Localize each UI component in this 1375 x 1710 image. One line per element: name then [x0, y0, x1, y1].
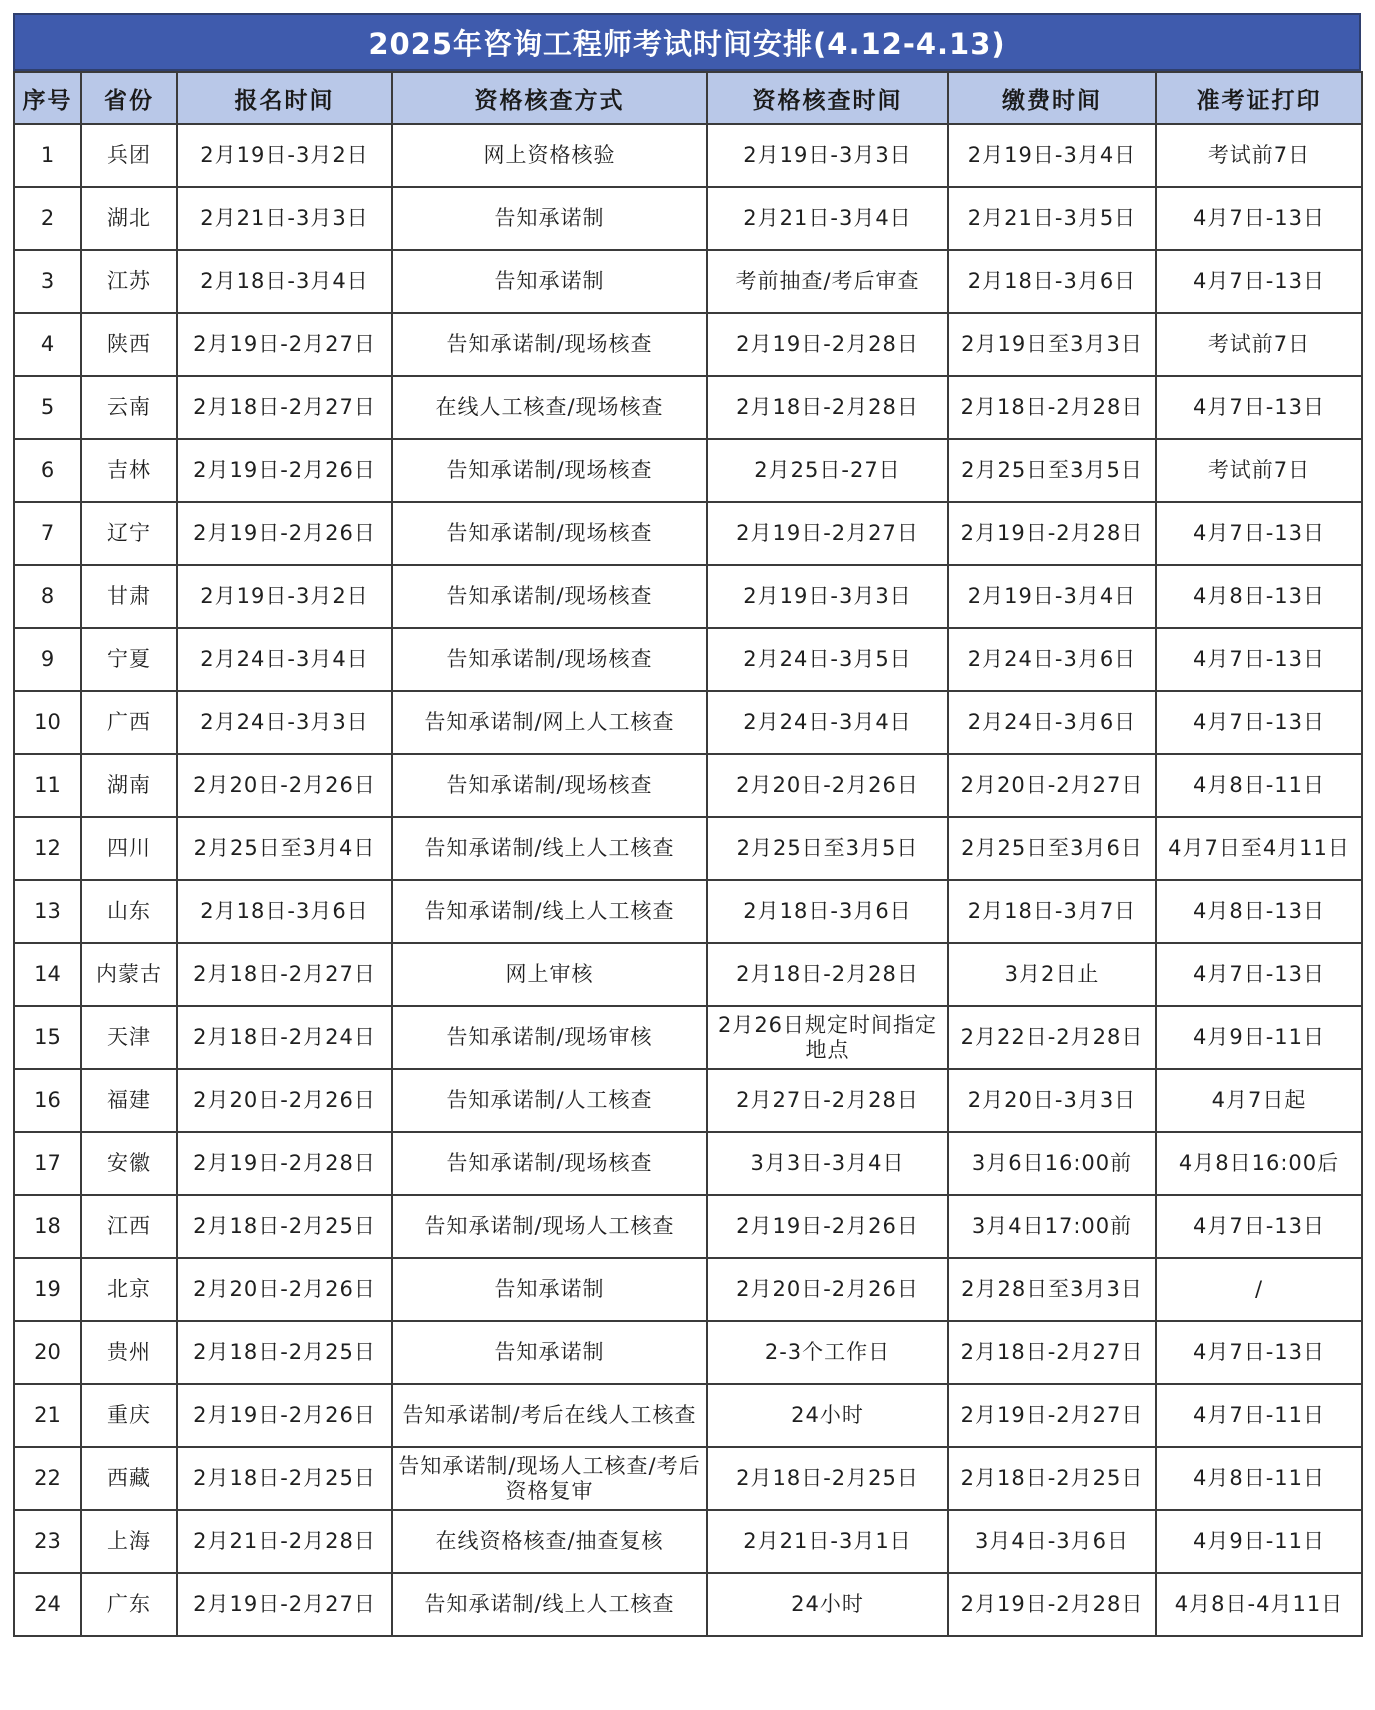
cell-registration-time: 2月18日-2月27日 [177, 943, 392, 1006]
cell-province: 内蒙古 [81, 943, 177, 1006]
cell-admission-ticket-print: 4月7日-13日 [1156, 628, 1362, 691]
cell-verification-method: 告知承诺制/现场核查 [392, 565, 707, 628]
cell-registration-time: 2月18日-3月6日 [177, 880, 392, 943]
cell-province: 西藏 [81, 1447, 177, 1510]
cell-admission-ticket-print: 4月7日-13日 [1156, 1195, 1362, 1258]
cell-verification-method: 告知承诺制/现场审核 [392, 1006, 707, 1069]
cell-index: 6 [14, 439, 81, 502]
cell-index: 18 [14, 1195, 81, 1258]
cell-admission-ticket-print: 考试前7日 [1156, 439, 1362, 502]
cell-index: 8 [14, 565, 81, 628]
table-body [14, 124, 1362, 1636]
cell-province: 广东 [81, 1573, 177, 1636]
cell-registration-time: 2月20日-2月26日 [177, 1069, 392, 1132]
table-row [14, 1321, 1362, 1384]
cell-index: 1 [14, 124, 81, 187]
table-row [14, 943, 1362, 1006]
cell-admission-ticket-print: 4月7日-13日 [1156, 187, 1362, 250]
cell-verification-method: 告知承诺制/线上人工核查 [392, 880, 707, 943]
cell-index: 11 [14, 754, 81, 817]
cell-province: 江苏 [81, 250, 177, 313]
cell-admission-ticket-print: 考试前7日 [1156, 124, 1362, 187]
cell-registration-time: 2月18日-2月24日 [177, 1006, 392, 1069]
cell-verification-method: 告知承诺制/现场核查 [392, 628, 707, 691]
cell-verification-method: 告知承诺制 [392, 1258, 707, 1321]
cell-payment-time: 2月25日至3月6日 [948, 817, 1156, 880]
cell-payment-time: 2月21日-3月5日 [948, 187, 1156, 250]
header-province: 省份 [81, 72, 177, 124]
cell-verification-method: 网上资格核验 [392, 124, 707, 187]
cell-verification-method: 告知承诺制/现场人工核查/考后资格复审 [392, 1447, 707, 1510]
cell-index: 10 [14, 691, 81, 754]
cell-verification-time: 2月21日-3月4日 [707, 187, 948, 250]
cell-verification-method: 告知承诺制/人工核查 [392, 1069, 707, 1132]
cell-province: 广西 [81, 691, 177, 754]
cell-province: 陕西 [81, 313, 177, 376]
cell-province: 贵州 [81, 1321, 177, 1384]
cell-verification-time: 2月27日-2月28日 [707, 1069, 948, 1132]
table-row [14, 1510, 1362, 1573]
cell-payment-time: 2月18日-3月6日 [948, 250, 1156, 313]
cell-admission-ticket-print: 4月8日-11日 [1156, 754, 1362, 817]
cell-verification-time: 2月19日-2月26日 [707, 1195, 948, 1258]
exam-schedule-sheet [13, 13, 1361, 1637]
cell-verification-method: 在线人工核查/现场核查 [392, 376, 707, 439]
cell-registration-time: 2月19日-3月2日 [177, 565, 392, 628]
cell-admission-ticket-print: 4月7日-11日 [1156, 1384, 1362, 1447]
cell-index: 2 [14, 187, 81, 250]
cell-province: 云南 [81, 376, 177, 439]
cell-payment-time: 2月24日-3月6日 [948, 628, 1156, 691]
cell-province: 江西 [81, 1195, 177, 1258]
cell-index: 9 [14, 628, 81, 691]
table-row [14, 124, 1362, 187]
cell-verification-time: 2月18日-2月28日 [707, 943, 948, 1006]
table-row [14, 565, 1362, 628]
table-row [14, 1069, 1362, 1132]
cell-payment-time: 2月22日-2月28日 [948, 1006, 1156, 1069]
cell-verification-method: 告知承诺制/现场核查 [392, 313, 707, 376]
table-row [14, 880, 1362, 943]
cell-verification-method: 告知承诺制/网上人工核查 [392, 691, 707, 754]
cell-province: 重庆 [81, 1384, 177, 1447]
cell-verification-method: 告知承诺制/现场核查 [392, 754, 707, 817]
cell-payment-time: 2月19日-3月4日 [948, 124, 1156, 187]
cell-verification-method: 告知承诺制/考后在线人工核查 [392, 1384, 707, 1447]
cell-province: 北京 [81, 1258, 177, 1321]
cell-admission-ticket-print: 4月7日起 [1156, 1069, 1362, 1132]
cell-verification-time: 2月20日-2月26日 [707, 754, 948, 817]
cell-admission-ticket-print: 4月8日16:00后 [1156, 1132, 1362, 1195]
cell-payment-time: 2月28日至3月3日 [948, 1258, 1156, 1321]
table-row [14, 502, 1362, 565]
cell-registration-time: 2月19日-3月2日 [177, 124, 392, 187]
cell-registration-time: 2月18日-3月4日 [177, 250, 392, 313]
cell-payment-time: 2月18日-2月28日 [948, 376, 1156, 439]
cell-registration-time: 2月21日-3月3日 [177, 187, 392, 250]
cell-verification-time: 2月18日-2月28日 [707, 376, 948, 439]
cell-payment-time: 2月20日-2月27日 [948, 754, 1156, 817]
cell-payment-time: 3月2日止 [948, 943, 1156, 1006]
table-header [14, 72, 1362, 124]
cell-verification-time: 2月18日-3月6日 [707, 880, 948, 943]
cell-payment-time: 3月6日16:00前 [948, 1132, 1156, 1195]
cell-verification-time: 2月19日-2月27日 [707, 502, 948, 565]
cell-verification-time: 2-3个工作日 [707, 1321, 948, 1384]
table-row [14, 376, 1362, 439]
cell-payment-time: 2月19日-3月4日 [948, 565, 1156, 628]
cell-registration-time: 2月21日-2月28日 [177, 1510, 392, 1573]
cell-index: 16 [14, 1069, 81, 1132]
cell-index: 24 [14, 1573, 81, 1636]
cell-verification-method: 告知承诺制/线上人工核查 [392, 1573, 707, 1636]
cell-payment-time: 3月4日17:00前 [948, 1195, 1156, 1258]
cell-payment-time: 3月4日-3月6日 [948, 1510, 1156, 1573]
table-row [14, 250, 1362, 313]
cell-index: 15 [14, 1006, 81, 1069]
cell-registration-time: 2月24日-3月4日 [177, 628, 392, 691]
cell-verification-time: 2月25日-27日 [707, 439, 948, 502]
cell-admission-ticket-print: 4月7日-13日 [1156, 943, 1362, 1006]
cell-province: 福建 [81, 1069, 177, 1132]
cell-admission-ticket-print: 4月7日-13日 [1156, 502, 1362, 565]
cell-index: 7 [14, 502, 81, 565]
cell-verification-time: 2月25日至3月5日 [707, 817, 948, 880]
cell-payment-time: 2月24日-3月6日 [948, 691, 1156, 754]
cell-province: 四川 [81, 817, 177, 880]
cell-registration-time: 2月19日-2月26日 [177, 439, 392, 502]
cell-province: 辽宁 [81, 502, 177, 565]
cell-admission-ticket-print: / [1156, 1258, 1362, 1321]
table-title: 2025年咨询工程师考试时间安排(4.12-4.13) [13, 13, 1361, 71]
cell-registration-time: 2月18日-2月27日 [177, 376, 392, 439]
cell-registration-time: 2月18日-2月25日 [177, 1447, 392, 1510]
cell-verification-method: 在线资格核查/抽查复核 [392, 1510, 707, 1573]
header-payment-time: 缴费时间 [948, 72, 1156, 124]
header-admission-ticket-print: 准考证打印 [1156, 72, 1362, 124]
cell-verification-method: 告知承诺制/线上人工核查 [392, 817, 707, 880]
cell-province: 兵团 [81, 124, 177, 187]
cell-verification-method: 告知承诺制 [392, 250, 707, 313]
table-row [14, 1195, 1362, 1258]
cell-index: 4 [14, 313, 81, 376]
cell-registration-time: 2月24日-3月3日 [177, 691, 392, 754]
table-row [14, 1573, 1362, 1636]
cell-verification-method: 告知承诺制/现场人工核查 [392, 1195, 707, 1258]
cell-admission-ticket-print: 4月7日-13日 [1156, 1321, 1362, 1384]
table-row [14, 1384, 1362, 1447]
cell-registration-time: 2月18日-2月25日 [177, 1321, 392, 1384]
cell-verification-method: 告知承诺制/现场核查 [392, 1132, 707, 1195]
cell-payment-time: 2月18日-2月25日 [948, 1447, 1156, 1510]
cell-registration-time: 2月19日-2月27日 [177, 313, 392, 376]
cell-admission-ticket-print: 4月7日至4月11日 [1156, 817, 1362, 880]
cell-verification-time: 24小时 [707, 1573, 948, 1636]
cell-registration-time: 2月25日至3月4日 [177, 817, 392, 880]
cell-registration-time: 2月19日-2月27日 [177, 1573, 392, 1636]
cell-province: 湖北 [81, 187, 177, 250]
cell-province: 安徽 [81, 1132, 177, 1195]
cell-verification-time: 2月19日-2月28日 [707, 313, 948, 376]
cell-province: 吉林 [81, 439, 177, 502]
cell-province: 天津 [81, 1006, 177, 1069]
cell-payment-time: 2月19日-2月27日 [948, 1384, 1156, 1447]
header-index: 序号 [14, 72, 81, 124]
header-row [14, 72, 1362, 124]
cell-verification-time: 2月26日规定时间指定地点 [707, 1006, 948, 1069]
cell-province: 山东 [81, 880, 177, 943]
cell-payment-time: 2月18日-2月27日 [948, 1321, 1156, 1384]
cell-admission-ticket-print: 4月9日-11日 [1156, 1006, 1362, 1069]
header-verification-method: 资格核查方式 [392, 72, 707, 124]
cell-index: 14 [14, 943, 81, 1006]
cell-verification-method: 告知承诺制/现场核查 [392, 502, 707, 565]
header-registration-time: 报名时间 [177, 72, 392, 124]
table-row [14, 1006, 1362, 1069]
cell-index: 13 [14, 880, 81, 943]
cell-payment-time: 2月19日-2月28日 [948, 502, 1156, 565]
cell-index: 17 [14, 1132, 81, 1195]
cell-registration-time: 2月20日-2月26日 [177, 1258, 392, 1321]
cell-payment-time: 2月20日-3月3日 [948, 1069, 1156, 1132]
cell-verification-method: 告知承诺制 [392, 1321, 707, 1384]
table-row [14, 1447, 1362, 1510]
table-row [14, 628, 1362, 691]
table-row [14, 817, 1362, 880]
cell-index: 21 [14, 1384, 81, 1447]
cell-admission-ticket-print: 4月7日-13日 [1156, 691, 1362, 754]
cell-admission-ticket-print: 4月9日-11日 [1156, 1510, 1362, 1573]
cell-verification-time: 2月21日-3月1日 [707, 1510, 948, 1573]
table-row [14, 1132, 1362, 1195]
cell-index: 19 [14, 1258, 81, 1321]
table-row [14, 187, 1362, 250]
cell-registration-time: 2月19日-2月26日 [177, 1384, 392, 1447]
cell-admission-ticket-print: 4月8日-13日 [1156, 880, 1362, 943]
cell-verification-time: 2月18日-2月25日 [707, 1447, 948, 1510]
cell-registration-time: 2月20日-2月26日 [177, 754, 392, 817]
cell-verification-method: 告知承诺制 [392, 187, 707, 250]
cell-verification-time: 考前抽查/考后审查 [707, 250, 948, 313]
header-verification-time: 资格核查时间 [707, 72, 948, 124]
schedule-table [13, 71, 1363, 1637]
cell-province: 甘肃 [81, 565, 177, 628]
cell-admission-ticket-print: 4月7日-13日 [1156, 376, 1362, 439]
cell-index: 20 [14, 1321, 81, 1384]
cell-verification-time: 2月20日-2月26日 [707, 1258, 948, 1321]
cell-registration-time: 2月19日-2月26日 [177, 502, 392, 565]
cell-verification-time: 2月24日-3月4日 [707, 691, 948, 754]
table-row [14, 1258, 1362, 1321]
cell-index: 5 [14, 376, 81, 439]
cell-verification-method: 网上审核 [392, 943, 707, 1006]
cell-admission-ticket-print: 4月7日-13日 [1156, 250, 1362, 313]
cell-verification-time: 3月3日-3月4日 [707, 1132, 948, 1195]
cell-index: 22 [14, 1447, 81, 1510]
cell-admission-ticket-print: 4月8日-4月11日 [1156, 1573, 1362, 1636]
table-row [14, 313, 1362, 376]
cell-verification-time: 24小时 [707, 1384, 948, 1447]
cell-payment-time: 2月19日至3月3日 [948, 313, 1156, 376]
cell-admission-ticket-print: 考试前7日 [1156, 313, 1362, 376]
cell-verification-time: 2月19日-3月3日 [707, 565, 948, 628]
cell-payment-time: 2月25日至3月5日 [948, 439, 1156, 502]
cell-verification-time: 2月19日-3月3日 [707, 124, 948, 187]
cell-province: 宁夏 [81, 628, 177, 691]
cell-admission-ticket-print: 4月8日-11日 [1156, 1447, 1362, 1510]
cell-province: 上海 [81, 1510, 177, 1573]
table-row [14, 439, 1362, 502]
cell-admission-ticket-print: 4月8日-13日 [1156, 565, 1362, 628]
cell-registration-time: 2月18日-2月25日 [177, 1195, 392, 1258]
cell-verification-time: 2月24日-3月5日 [707, 628, 948, 691]
cell-payment-time: 2月18日-3月7日 [948, 880, 1156, 943]
table-row [14, 691, 1362, 754]
cell-index: 23 [14, 1510, 81, 1573]
cell-registration-time: 2月19日-2月28日 [177, 1132, 392, 1195]
table-row [14, 754, 1362, 817]
cell-index: 3 [14, 250, 81, 313]
cell-verification-method: 告知承诺制/现场核查 [392, 439, 707, 502]
cell-index: 12 [14, 817, 81, 880]
cell-payment-time: 2月19日-2月28日 [948, 1573, 1156, 1636]
cell-province: 湖南 [81, 754, 177, 817]
